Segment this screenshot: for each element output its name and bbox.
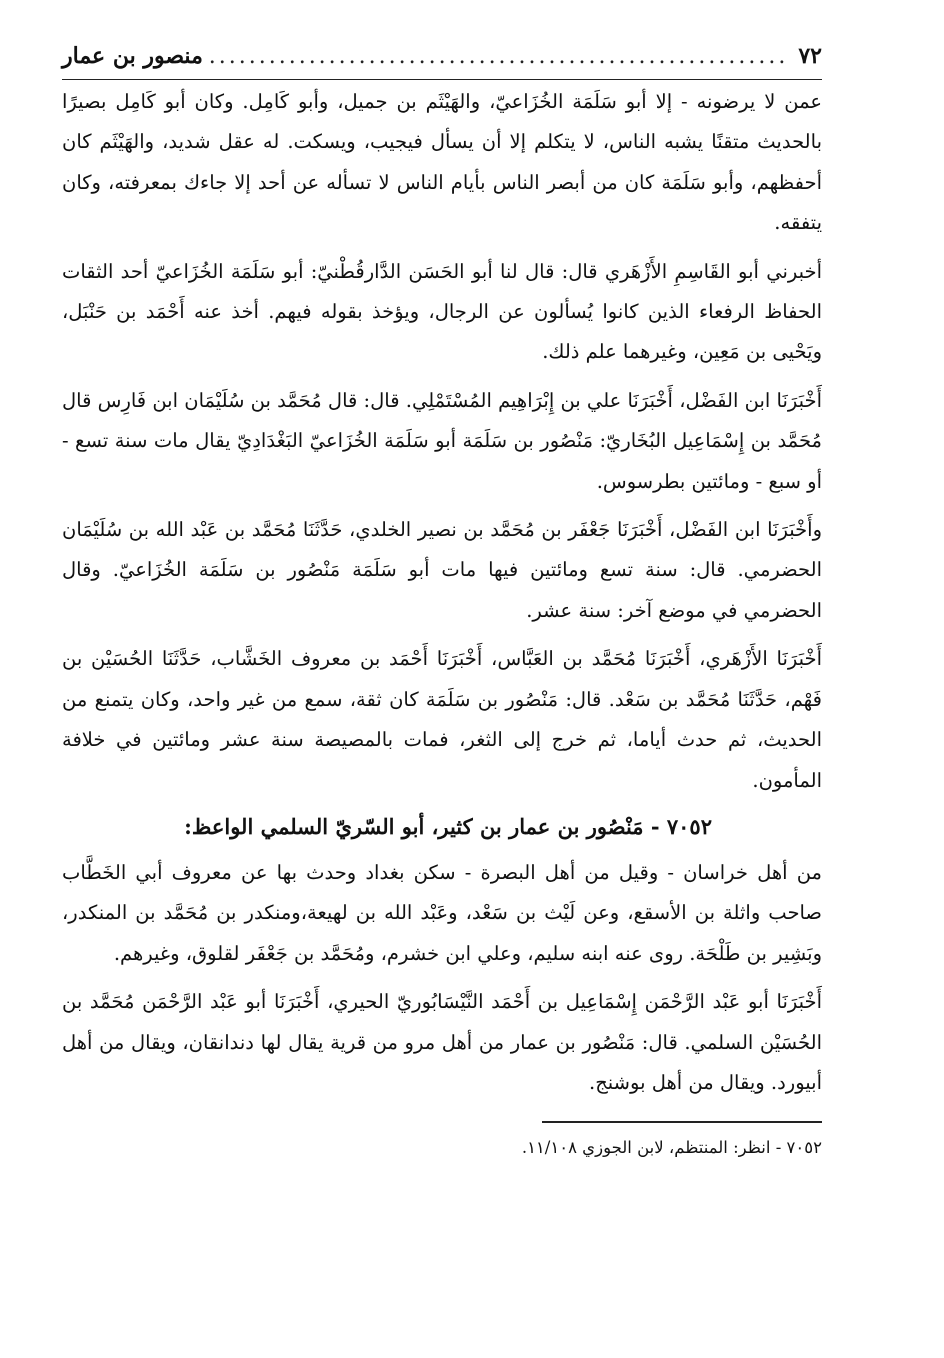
main-text xyxy=(62,80,822,1103)
entry-heading: ٧٠٥٢ - مَنْصُور بن عمار بن كثير، أبو السّريّ السلمي الواعظ: xyxy=(184,813,712,839)
paragraph: من أهل خراسان - وقيل من أهل البصرة - سكن بغداد وحدث بها عن معروف أبي الخَطَّاب صاحب واثلة بن الأسقع، وعن لَيْث بن سَعْد، وعَبْد الله بن لهيعة،ومنكدر بن مُحَمَّد بن المنكدر، وبَشِير بن طَلْحَة. روى عنه ابنه سليم، وعلي ابن خشرم، ومُحَمَّد بن جَعْفَر لقلوق، وغيرهم. xyxy=(62,860,822,965)
running-head xyxy=(62,36,822,80)
paragraph: أَخْبَرَنَا الأَزْهَري، أَخْبَرَنَا مُحَمَّد بن العَبَّاس، أَخْبَرَنَا أَحْمَد بن معروف الخَشَّاب، حَدَّثَنَا الحُسَيْن بن فَهْم، حَدَّثَنَا مُحَمَّد بن سَعْد. قال: مَنْصُور بن سَلَمَة كان ثقة، سمع من غير واحد، وكان يتمنع من الحديث، ثم حدث أياما، ثم خرج إلى الثغر، فمات بالمصيصة سنة عشر ومائتين في خلافة المأمون. xyxy=(62,647,822,792)
leader-dots xyxy=(209,37,789,77)
running-title: منصور بن عمار xyxy=(62,43,203,69)
paragraph: وأَخْبَرَنَا ابن الفَضْل، أَخْبَرَنَا جَعْفَر بن مُحَمَّد بن نصير الخلدي، حَدَّثَنَا مُحَمَّد بن عَبْد الله بن سُلَيْمَان الحضرمي. قال: سنة تسع ومائتين فيها مات أبو سَلَمَة مَنْصُور بن سَلَمَة الخُزَاعيّ. وقال الحضرمي في موضع آخر: سنة عشر. xyxy=(62,518,822,622)
book-page xyxy=(62,36,822,1165)
paragraph: عمن لا يرضونه - إلا أبو سَلَمَة الخُزَاعيّ، والهَيْثَم بن جميل، وأبو كَامِل. وكان أبو كَامِل بصيرًا بالحديث متقنًا يشبه الناس، لا يتكلم إلا أن يسأل فيجيب، ويسكت. له عقل شديد، والهَيْثَم كان أحفظهم، وأبو سَلَمَة كان من أبصر الناس بأيام الناس لا تسأله عن أحد إلا جاءك بمعرفته، وكان يتفقه. xyxy=(62,90,822,235)
paragraph: أخبرني أبو القَاسِمِ الأَزْهَري قال: قال لنا أبو الحَسَن الدَّارقُطْنيّ: أبو سَلَمَة الخُزَاعيّ أحد الثقات الحفاظ الرفعاء الذين كانوا يُسألون عن الرجال، ويؤخذ بقوله فيهم. أخذ عنه أَحْمَد بن حَنْبَل، ويَحْيى بن مَعِين، وغيرهما علم ذلك. xyxy=(62,259,822,364)
paragraph: أَخْبَرَنَا ابن الفَضْل، أَخْبَرَنَا علي بن إِبْرَاهِيم المُسْتَمْلِي. قال: قال مُحَمَّد بن سُلَيْمَان ابن فَارِس قال مُحَمَّد بن إِسْمَاعِيل البُخَاريّ: مَنْصُور بن سَلَمَة أبو سَلَمَة الخُزَاعيّ البَغْدَادِيّ يقال مات سنة تسع - أو سبع - ومائتين بطرسوس. xyxy=(62,388,822,493)
footnote-divider xyxy=(542,1121,822,1123)
paragraph: أَخْبَرَنَا أبو عَبْد الرَّحْمَن إِسْمَاعِيل بن أَحْمَد النَّيْسَابُوريّ الحيري، أَخْبَرَنَا أبو عَبْد الرَّحْمَن مُحَمَّد بن الحُسَيْن السلمي. قال: مَنْصُور بن عمار من أهل مرو من قرية يقال لها دندانقان، ويقال من أهل أبيورد. ويقال من أهل بوشنج. xyxy=(62,990,822,1094)
page-number: ٧٢ xyxy=(798,43,822,69)
footnote: ٧٠٥٢ - انظر: المنتظم، لابن الجوزي ١١/١٠٨. xyxy=(521,1138,822,1158)
